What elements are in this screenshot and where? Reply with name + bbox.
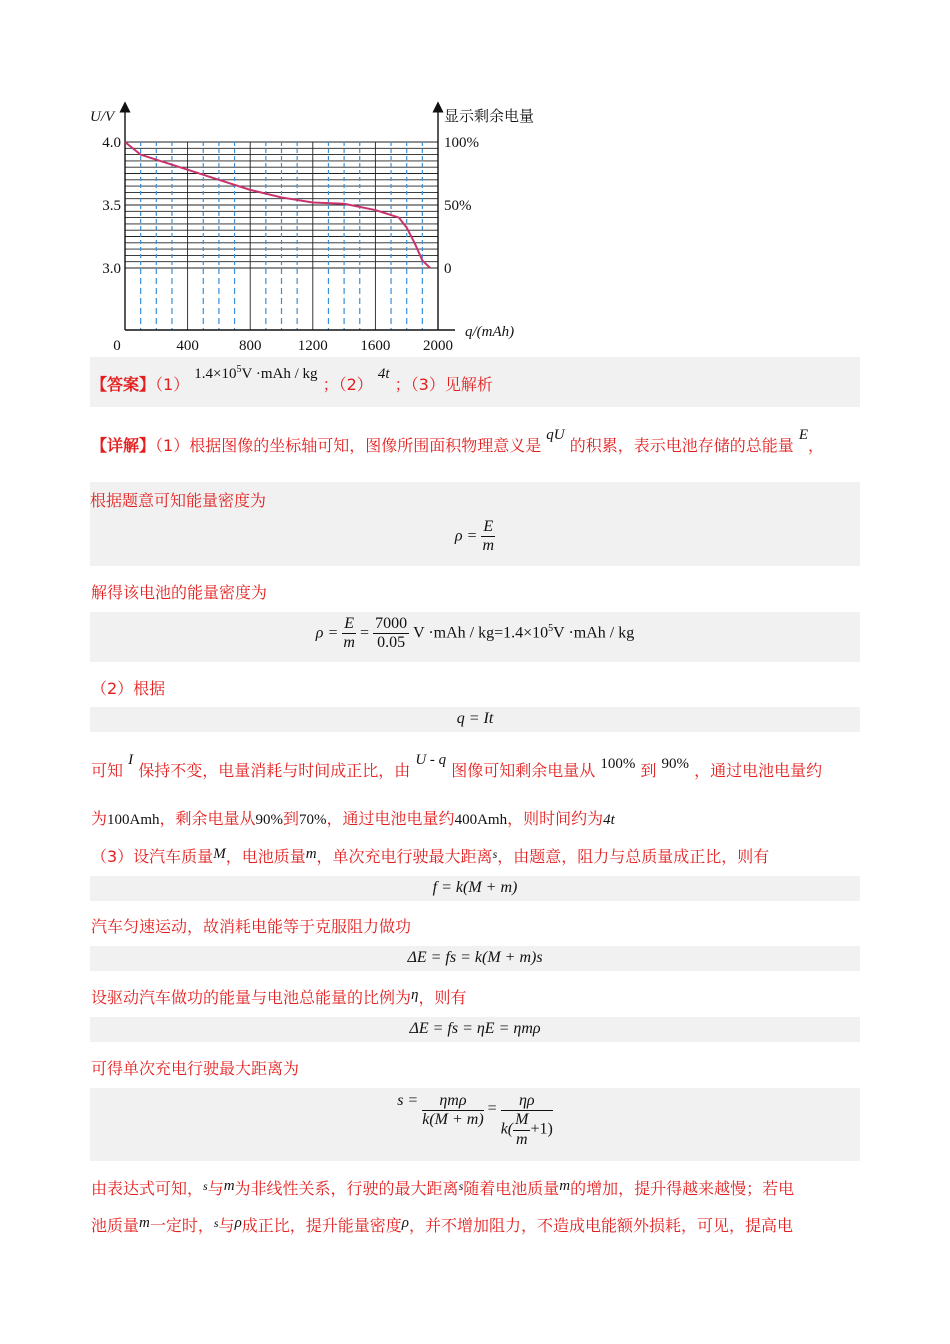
math-90pct: 90% <box>661 756 690 772</box>
answer-part1-label: （1） <box>155 375 190 394</box>
y-tick-label-left: 4.0 <box>102 135 121 151</box>
equation-5: ΔE = fs = k(M + m)s <box>407 949 543 966</box>
equation-1: ρ = $\frac{E}{m}$ <box>454 518 495 555</box>
detail-text: 设驱动汽车做功的能量与电池总能量的比例为 <box>91 988 412 1007</box>
math-m: m <box>305 846 317 862</box>
answer-sep2: ； <box>394 375 411 394</box>
math-rho: ρ <box>234 1215 242 1231</box>
detail-line-3 <box>91 580 267 603</box>
detail-text: 可得单次充电行驶最大距离为 <box>91 1059 300 1078</box>
detail-text: 与 <box>207 1179 224 1198</box>
eq3-box <box>90 707 860 732</box>
math-s: s <box>213 1216 219 1230</box>
detail-text: 由表达式可知， <box>91 1179 204 1198</box>
detail-text: ，电池质量 <box>225 847 306 866</box>
detail-line-1 <box>91 427 825 456</box>
detail-text: 到 <box>283 809 300 828</box>
detail-text: ， <box>808 436 825 455</box>
math-4t: 4t <box>603 812 615 828</box>
eq1-box <box>90 482 860 566</box>
math-m: m <box>559 1178 571 1194</box>
x-tick-label: 0 <box>113 338 121 350</box>
detail-line-10 <box>91 1056 299 1079</box>
detail-text: ，由题意，阻力与总质量成正比，则有 <box>497 847 770 866</box>
x-tick-label: 400 <box>176 338 199 350</box>
detail-text: 汽车匀速运动，故消耗电能等于克服阻力做功 <box>91 917 412 936</box>
x-tick-label: 2000 <box>423 338 453 350</box>
answer-line <box>91 364 493 395</box>
y-axis-right-label: 显示剩余电量 <box>444 107 535 125</box>
math-70pct: 70% <box>299 812 327 828</box>
eq6-box <box>90 1017 860 1042</box>
detail-text: ，并不增加阻力，不造成电能额外损耗，可见，提高电 <box>408 1216 793 1235</box>
math-s: s <box>492 847 498 861</box>
math-I: I <box>128 752 134 768</box>
equation-7: s = $\frac{\text{ηmρ}}{k(M + m)}$ = ηρ k( $\frac{M}{m}$ +1) <box>397 1092 553 1148</box>
y-tick-label-right: 100% <box>444 135 479 151</box>
answer-value2: 4t <box>377 366 390 382</box>
x-axis-label: q/(mAh) <box>465 324 515 340</box>
eq5-box <box>90 946 860 971</box>
detail-text: 图像可知剩余电量从 <box>451 761 596 780</box>
answer-label: 【答案】 <box>91 375 156 394</box>
detail-label: 【详解】 <box>91 436 156 455</box>
detail-text: ，剩余电量从 <box>159 809 256 828</box>
y-tick-label-right: 50% <box>444 198 472 214</box>
answer-part3: （3）见解析 <box>410 375 493 394</box>
x-tick-label: 1600 <box>360 338 391 350</box>
detail-text: 解得该电池的能量密度为 <box>91 583 268 602</box>
math-eta: η <box>411 987 419 1003</box>
detail-text: ，通过电池电量约 <box>694 761 823 780</box>
math-qU: qU <box>546 427 565 443</box>
x-tick-label: 1200 <box>297 338 328 350</box>
detail-text: 为 <box>91 809 108 828</box>
detail-text: ，通过电池电量约 <box>326 809 455 828</box>
x-tick-label: 800 <box>238 338 262 350</box>
eq4-box <box>90 876 860 901</box>
math-M: M <box>213 846 226 862</box>
answer-sep1: ； <box>322 375 339 394</box>
equation-4: f = k(M + m) <box>432 879 518 896</box>
eq2-box <box>90 612 860 662</box>
detail-text: 随着电池质量 <box>463 1179 560 1198</box>
eq7-box <box>90 1088 860 1161</box>
detail-text: 的积累，表示电池存储的总能量 <box>569 436 794 455</box>
math-U-q: U - q <box>415 752 447 768</box>
detail-text: 到 <box>640 761 657 780</box>
math-100pct: 100% <box>600 756 636 772</box>
detail-text: ，单次充电行驶最大距离 <box>316 847 493 866</box>
chart-grid <box>125 142 438 330</box>
detail-line-5 <box>91 752 823 781</box>
detail-line-7 <box>91 844 769 867</box>
detail-text: （1）根据图像的坐标轴可知，图像所围面积物理意义是 <box>155 436 542 455</box>
detail-text: ，则有 <box>418 988 467 1007</box>
discharge-chart <box>80 95 550 350</box>
math-m: m <box>223 1178 235 1194</box>
math-E: E <box>798 427 809 443</box>
detail-text: 一定时， <box>149 1216 214 1235</box>
y-tick-label-left: 3.5 <box>102 198 121 214</box>
math-90pct-b: 90% <box>255 812 284 828</box>
equation-3: q = It <box>456 710 494 727</box>
detail-line-9 <box>91 985 466 1008</box>
math-s: s <box>458 1179 464 1193</box>
detail-text: 根据题意可知能量密度为 <box>90 491 267 510</box>
math-m: m <box>139 1215 150 1231</box>
answer-value1: $1.4\times 10^5V \cdot mAh$ / kg <box>194 364 318 382</box>
math-400Amh: 400Amh <box>454 812 508 828</box>
detail-line-2 <box>90 488 266 511</box>
y-axis-left-label: U/V <box>90 109 115 125</box>
detail-text: 可知 <box>91 761 124 780</box>
detail-text: （3）设汽车质量 <box>91 847 214 866</box>
detail-line-8 <box>91 914 411 937</box>
detail-line-4 <box>91 676 165 699</box>
answer-part2-label: （2） <box>338 375 373 394</box>
detail-line-6 <box>91 806 615 829</box>
math-rho: ρ <box>401 1215 409 1231</box>
detail-text: 池质量 <box>91 1216 140 1235</box>
y-tick-label-right: 0 <box>444 261 452 277</box>
detail-text: 为非线性关系，行驶的最大距离 <box>234 1179 459 1198</box>
detail-text: 与 <box>218 1216 235 1235</box>
detail-text: 保持不变，电量消耗与时间成正比，由 <box>138 761 411 780</box>
math-s: s <box>203 1179 208 1193</box>
math-100Amh: 100Amh <box>107 812 160 828</box>
equation-2: ρ = $\frac{E}{m}$ = $\frac{7000}{0.05}$ $V \cdot mAh / kg=1.4\times 10^5V \cdot mAh$ / kg <box>315 615 635 652</box>
detail-line-12 <box>91 1213 793 1236</box>
detail-line-11 <box>91 1176 794 1199</box>
detail-text: 成正比，提升能量密度 <box>241 1216 402 1235</box>
detail-text: ，则时间约为 <box>507 809 604 828</box>
detail-text: 的增加，提升得越来越慢；若电 <box>570 1179 795 1198</box>
equation-6: ΔE = fs = ηE = ηmρ <box>409 1020 541 1037</box>
y-tick-label-left: 3.0 <box>102 261 121 277</box>
detail-text: （2）根据 <box>91 679 166 698</box>
